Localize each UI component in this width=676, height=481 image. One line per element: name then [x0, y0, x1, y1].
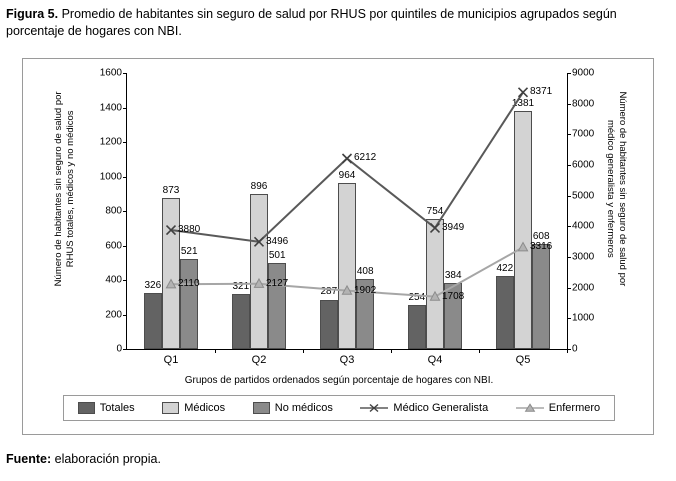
point-value-label: 2127 [266, 277, 289, 289]
bar-value-label: 254 [408, 292, 426, 304]
y-axis-tickmark-right [567, 318, 571, 319]
legend-swatch-enfermero [516, 403, 544, 413]
x-axis-title: Grupos de partidos ordenados según porcentaje de hogares con NBI. [184, 375, 494, 386]
plot-area [99, 67, 595, 366]
marker-x [343, 154, 352, 163]
bar-value-label: 896 [250, 181, 268, 193]
marker-x [431, 223, 440, 232]
point-value-label: 8371 [530, 86, 553, 98]
x-axis-tickmark [391, 349, 392, 353]
y-axis-tick-left: 800 [105, 205, 122, 217]
figure-source-text: elaboración propia. [51, 452, 161, 466]
legend-label-medico-generalista: Médico Generalista [393, 402, 489, 414]
y-axis-tick-left: 0 [116, 343, 122, 355]
y-axis-tick-right: 3000 [572, 251, 595, 263]
y-axis-tickmark-right [567, 226, 571, 227]
legend-label-enfermero: Enfermero [548, 402, 601, 414]
point-value-label: 3949 [442, 221, 465, 233]
bar-value-label: 287 [320, 286, 338, 298]
y-axis-tick-left: 1600 [99, 67, 122, 79]
bar-value-label: 384 [444, 269, 462, 281]
bar-value-label: 422 [496, 263, 514, 275]
y-axis-tickmark-right [567, 104, 571, 105]
y-axis-tick-right: 2000 [572, 282, 595, 294]
y-axis-tick-left: 1000 [99, 171, 122, 182]
point-value-label: 1708 [442, 290, 465, 302]
y-axis-tickmark-right [567, 288, 571, 289]
y-axis-tick-right: 7000 [572, 128, 595, 140]
y-axis-tick-right: 5000 [572, 190, 595, 202]
y-axis-tick-left: 1200 [99, 136, 122, 148]
figure-caption-label: Figura 5. [6, 7, 59, 21]
legend-swatch-medicos [162, 402, 179, 414]
y-axis-title-left: Número de habitantes sin seguro de salud por RHUS totales, médicos y no médicos [53, 91, 76, 287]
y-axis-tick-right: 8000 [572, 98, 595, 110]
legend-item-medicos [162, 402, 225, 414]
y-axis-tickmark-right [567, 257, 571, 258]
y-axis-tick-left: 1400 [99, 102, 122, 113]
plot-inner [99, 67, 595, 366]
y-axis-tick-right: 1000 [572, 312, 595, 324]
point-value-label: 3316 [530, 241, 553, 253]
x-axis-tickmark [479, 349, 480, 353]
line-series-layer [127, 73, 567, 349]
point-value-label: 2110 [178, 278, 200, 290]
legend-item-medico-generalista [360, 402, 488, 414]
y-axis-tickmark-right [567, 196, 571, 197]
x-axis-tick-label: Q3 [339, 354, 355, 366]
x-axis-tickmark [303, 349, 304, 353]
y-axis-tick-left: 200 [105, 309, 122, 320]
y-axis-tick-left: 400 [105, 274, 122, 286]
bar-value-label: 1381 [511, 97, 535, 109]
y-axis-tick-right: 9000 [572, 67, 595, 79]
bar-value-label: 754 [426, 205, 444, 217]
y-axis-tick-right: 6000 [572, 159, 595, 171]
legend-item-totales [78, 402, 135, 414]
point-value-label: 3496 [266, 235, 289, 247]
figure-source-label: Fuente: [6, 452, 52, 466]
x-axis-tickmark [567, 349, 568, 353]
legend-swatch-totales [78, 402, 95, 414]
legend-swatch-medico-generalista [360, 403, 388, 413]
y-axis-tickmark-right [567, 134, 571, 135]
x-axis-tick-label: Q4 [427, 354, 443, 366]
point-value-label: 6212 [354, 152, 377, 164]
bar-value-label: 608 [532, 231, 550, 243]
y-axis-tickmark-right [567, 165, 571, 166]
figure-caption [6, 6, 666, 40]
y-axis-tickmark-right [567, 73, 571, 74]
chart-figure [22, 58, 654, 435]
x-axis-tickmark [215, 349, 216, 353]
y-axis-title-right: Número de habitantes sin seguro de salud por médico generalista y enfermeros [605, 91, 628, 287]
bar-value-label: 321 [232, 280, 250, 292]
x-axis-tick-label: Q2 [251, 354, 267, 366]
y-axis-tick-right: 4000 [572, 220, 595, 232]
legend-label-totales: Totales [99, 402, 135, 414]
y-axis-tick-left: 600 [105, 240, 122, 251]
point-value-label: 3880 [178, 224, 201, 235]
bar-value-label: 408 [356, 265, 374, 277]
y-axis-tickmark-left [123, 349, 127, 350]
bar-value-label: 964 [338, 169, 356, 181]
y-axis-tick-right: 0 [572, 343, 578, 355]
x-axis-tick-label: Q1 [163, 354, 179, 366]
figure-source [6, 452, 161, 466]
bar-value-label: 521 [180, 246, 198, 258]
legend-item-no-medicos [253, 402, 333, 414]
marker-triangle [518, 243, 527, 251]
marker-x [519, 88, 528, 97]
legend-label-no-medicos: No médicos [274, 402, 333, 414]
bar-value-label: 501 [268, 249, 286, 261]
x-axis-tick-label: Q5 [515, 354, 531, 366]
bar-value-label: 326 [144, 279, 162, 291]
figure-caption-text: Promedio de habitantes sin seguro de salud por RHUS por quintiles de municipios agrupados según porcentaje de hogares con NBI. [6, 7, 617, 38]
bar-value-label: 873 [162, 185, 180, 197]
line-medico-generalista [171, 92, 523, 242]
legend-swatch-no-medicos [253, 402, 270, 414]
chart-legend [63, 395, 615, 421]
point-value-label: 1902 [354, 284, 377, 296]
legend-label-medicos: Médicos [184, 402, 226, 414]
legend-item-enfermero [516, 402, 600, 414]
